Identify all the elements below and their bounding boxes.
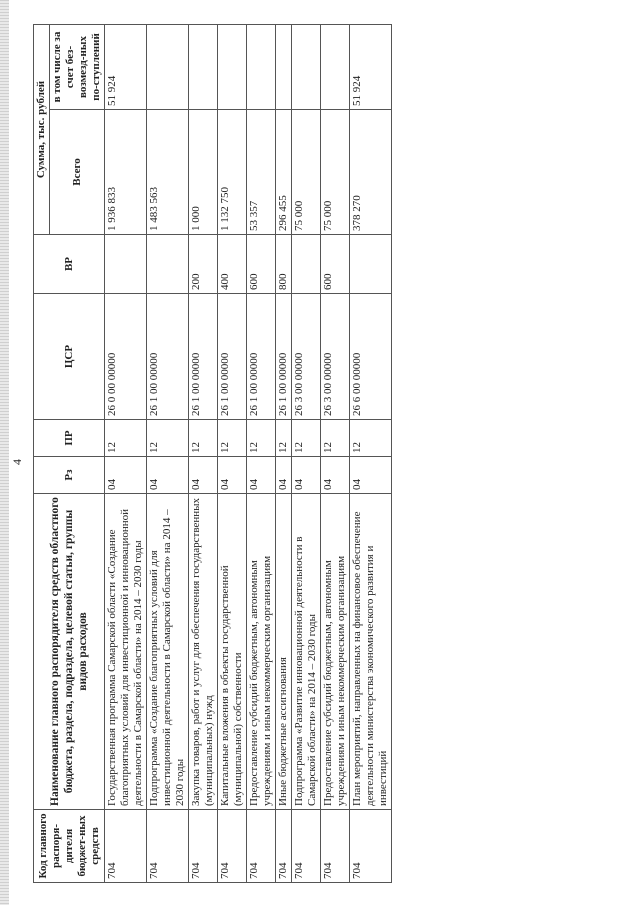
grants-cell [292,24,321,109]
name-cell: Подпрограмма «Развитие инновационной деятельности в Самарской области» на 2014 – 2030 годы [292,494,321,810]
header-total: Всего [50,110,105,235]
total-cell: 75 000 [321,110,350,235]
rz-cell: 04 [247,457,276,494]
header-csr: ЦСР [34,294,105,420]
vr-cell: 400 [218,235,247,294]
code-cell: 704 [350,810,392,883]
vr-cell: 600 [247,235,276,294]
rz-cell: 04 [321,457,350,494]
csr-cell: 26 1 00 00000 [147,294,189,420]
grants-cell [189,24,218,109]
total-cell: 296 455 [276,110,292,235]
pr-cell: 12 [321,420,350,457]
csr-cell: 26 3 00 00000 [321,294,350,420]
vr-cell [147,235,189,294]
rz-cell: 04 [105,457,147,494]
total-cell: 53 357 [247,110,276,235]
name-cell: Подпрограмма «Создание благоприятных условий для инвестиционной деятельности в Самарской области» на 2014 – 2030 годы [147,494,189,810]
total-cell: 75 000 [292,110,321,235]
grants-cell [276,24,292,109]
name-cell: Государственная программа Самарской области «Создание благоприятных условий для инвестиционной и инновационной деятельности в Самарской области» на 2014 – 2030 годы [105,494,147,810]
grants-cell [147,24,189,109]
table-row [292,24,321,882]
rz-cell: 04 [189,457,218,494]
header-pr: ПР [34,420,105,457]
header-row-1 [34,24,50,882]
code-cell: 704 [321,810,350,883]
total-cell: 1 936 833 [105,110,147,235]
code-cell: 704 [247,810,276,883]
header-name: Наименование главного распорядителя средств областного бюджета, раздела, подраздела, целевой статьи, группы видов расходов [34,494,105,810]
table-row [218,24,247,882]
csr-cell: 26 0 00 00000 [105,294,147,420]
table-row [105,24,147,882]
budget-table [33,24,392,883]
code-cell: 704 [218,810,247,883]
pr-cell: 12 [247,420,276,457]
header-sum-group: Сумма, тыс. рублей [34,24,50,234]
total-cell: 1 132 750 [218,110,247,235]
header-vr: ВР [34,235,105,294]
table-row [321,24,350,882]
code-cell: 704 [147,810,189,883]
grants-cell: 51 924 [350,24,392,109]
name-cell: Иные бюджетные ассигнования [276,494,292,810]
csr-cell: 26 3 00 00000 [292,294,321,420]
name-cell: План мероприятий, направленных на финансовое обеспечение деятельности министерства экономического развития и инвестиций [350,494,392,810]
table-row [276,24,292,882]
vr-cell [105,235,147,294]
grants-cell [321,24,350,109]
code-cell: 704 [292,810,321,883]
pr-cell: 12 [189,420,218,457]
csr-cell: 26 1 00 00000 [218,294,247,420]
csr-cell: 26 1 00 00000 [276,294,292,420]
rz-cell: 04 [218,457,247,494]
vr-cell: 200 [189,235,218,294]
vr-cell [292,235,321,294]
vr-cell: 800 [276,235,292,294]
name-cell: Капитальные вложения в объекты государственной (муниципальной) собственности [218,494,247,810]
rz-cell: 04 [292,457,321,494]
table-row [147,24,189,882]
name-cell: Предоставление субсидий бюджетным, автономным учреждениям и иным некоммерческим организациям [247,494,276,810]
header-code: Код главного распоря-дителя бюджет-ных средств [34,810,105,883]
pr-cell: 12 [350,420,392,457]
header-rz: Рз [34,457,105,494]
pr-cell: 12 [147,420,189,457]
total-cell: 378 270 [350,110,392,235]
rz-cell: 04 [276,457,292,494]
grants-cell [218,24,247,109]
total-cell: 1 000 [189,110,218,235]
name-cell: Закупка товаров, работ и услуг для обеспечения государственных (муниципальных) нужд [189,494,218,810]
csr-cell: 26 1 00 00000 [247,294,276,420]
table-row [350,24,392,882]
code-cell: 704 [276,810,292,883]
pr-cell: 12 [218,420,247,457]
header-grants: в том числе за счет без-возмезд-ных по-ступлений [50,24,105,109]
table-row [247,24,276,882]
grants-cell [247,24,276,109]
csr-cell: 26 6 00 00000 [350,294,392,420]
csr-cell: 26 1 00 00000 [189,294,218,420]
vr-cell: 600 [321,235,350,294]
rz-cell: 04 [350,457,392,494]
pr-cell: 12 [276,420,292,457]
table-row [189,24,218,882]
total-cell: 1 483 563 [147,110,189,235]
grants-cell: 51 924 [105,24,147,109]
pr-cell: 12 [105,420,147,457]
name-cell: Предоставление субсидий бюджетным, автономным учреждениям и иным некоммерческим организациям [321,494,350,810]
rz-cell: 04 [147,457,189,494]
code-cell: 704 [189,810,218,883]
vr-cell [350,235,392,294]
page-number: 4 [10,459,24,465]
code-cell: 704 [105,810,147,883]
pr-cell: 12 [292,420,321,457]
